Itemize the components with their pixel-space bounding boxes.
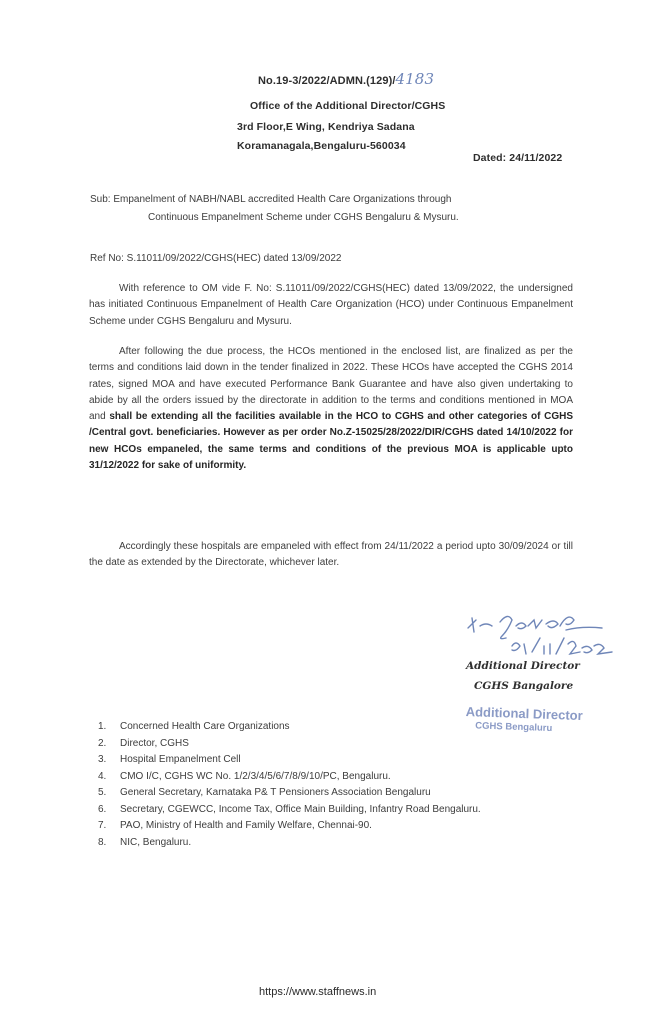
list-item-text: Concerned Health Care Organizations (120, 721, 290, 732)
stamp-line-2: CGHS Bengaluru (475, 720, 553, 735)
list-item-text: CMO I/C, CGHS WC No. 1/2/3/4/5/6/7/8/9/10/PC, Bengaluru. (120, 770, 391, 782)
subject-line-1: Sub: Empanelment of NABH/NABL accredited Health Care Organizations through (90, 194, 452, 205)
paragraph-2-normal: After following the due process, the HCOs mentioned in the enclosed list, are finalized as per the terms and conditions laid down in the tender finalized in 2022. These HCOs have accepted the CGHS 2014 rates, signed MOA and have executed Performance Bank Guarantee and have also given undertaking to abide by all the orders issued by the directorate in addition to the terms and conditions mentioned in MOA and (89, 346, 573, 423)
file-number-printed: No.19-3/2022/ADMN.(129)/ (258, 75, 396, 87)
signatory-office: CGHS Bangalore (474, 680, 574, 692)
list-item-number: 6. (98, 803, 107, 815)
list-item-number: 5. (98, 787, 107, 798)
paragraph-2 (89, 344, 573, 474)
list-item-text: NIC, Bengaluru. (120, 836, 192, 848)
list-item (98, 802, 481, 819)
list-item (98, 785, 481, 802)
list-item-number: 1. (98, 721, 107, 732)
copy-to-list (98, 719, 481, 851)
list-item (98, 736, 481, 753)
stamp-line-1: Additional Director (465, 704, 583, 724)
list-item-text: PAO, Ministry of Health and Family Welfare, Chennai-90. (120, 820, 372, 831)
paragraph-1: With reference to OM vide F. No: S.11011/09/2022/CGHS(HEC) dated 13/09/2022, the undersigned has initiated Continuous Empanelment of Health Care Organization (HCO) under Continuous Empanelment Scheme under CGHS Bengaluru and Mysuru. (89, 283, 573, 327)
paragraph-3: Accordingly these hospitals are empaneled with effect from 24/11/2022 a period upto 30/09/2024 or till the date as extended by the Directorate, whichever later. (89, 541, 573, 569)
footer-url[interactable]: https://www.staffnews.in (259, 986, 377, 998)
list-item-number: 7. (98, 820, 107, 831)
list-item-text: Director, CGHS (120, 737, 189, 749)
list-item-number: 8. (98, 836, 107, 848)
list-item (98, 769, 481, 786)
paragraph-2-bold: shall be extending all the facilities available in the HCO to CGHS and other categories of CGHS /Central govt. beneficiaries. However as per order No.Z-15025/28/2022/DIR/CGHS dated 14/10/2022 for new HCOs empaneled, the same terms and conditions of the previous MOA is applicable upto 31/12/2022 for sake of uniformity. (89, 411, 573, 472)
signature-scribble-icon (462, 608, 622, 660)
list-item-number: 4. (98, 770, 107, 782)
list-item-text: Hospital Empanelment Cell (120, 754, 241, 765)
office-line-3: Koramanagala,Bengaluru-560034 (237, 140, 406, 152)
list-item (98, 835, 481, 852)
office-line-2: 3rd Floor,E Wing, Kendriya Sadana (237, 121, 415, 133)
list-item-number: 2. (98, 737, 107, 749)
file-number (258, 70, 434, 88)
list-item-text: General Secretary, Karnataka P& T Pensioners Association Bengaluru (120, 787, 431, 798)
office-line-1: Office of the Additional Director/CGHS (250, 100, 446, 112)
file-number-handwritten: 4183 (395, 70, 435, 88)
subject-line-2: Continuous Empanelment Scheme under CGHS Bengaluru & Mysuru. (148, 212, 459, 223)
reference: Ref No: S.11011/09/2022/CGHS(HEC) dated 13/09/2022 (90, 253, 342, 264)
dated: Dated: 24/11/2022 (473, 152, 563, 164)
list-item (98, 719, 481, 736)
official-stamp (465, 704, 583, 735)
list-item (98, 818, 481, 835)
list-item-number: 3. (98, 754, 107, 765)
signatory-title: Additional Director (466, 660, 580, 672)
list-item-text: Secretary, CGEWCC, Income Tax, Office Main Building, Infantry Road Bengaluru. (120, 803, 481, 815)
list-item (98, 752, 481, 769)
handwritten-signature (462, 608, 622, 660)
